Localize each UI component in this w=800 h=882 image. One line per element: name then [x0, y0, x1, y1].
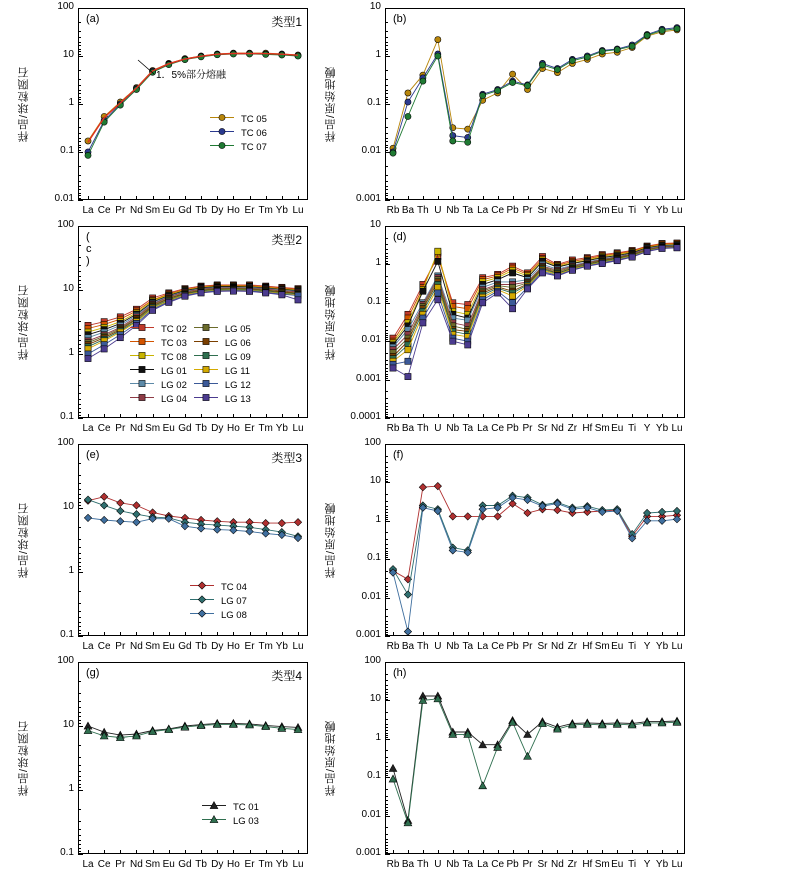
- y-tick-label: 0.01: [361, 334, 381, 346]
- legend-label: LG 01: [161, 365, 187, 377]
- legend-label: LG 13: [224, 393, 251, 405]
- legend-label: LG 03: [233, 815, 259, 827]
- panel-label-h: (h): [393, 667, 407, 679]
- y-tick-label: 10: [62, 501, 74, 512]
- x-tick-label: Yb: [275, 205, 288, 216]
- y-tick-label: 0.0001: [350, 411, 381, 422]
- y-tick-label: 0.1: [367, 295, 381, 307]
- y-tick-label: 10: [369, 219, 381, 230]
- legend-label: TC 02: [161, 323, 187, 335]
- x-tick-label: Sm: [145, 859, 161, 870]
- y-tick-label: 0.001: [355, 629, 381, 640]
- x-tick-label: Zr: [567, 423, 578, 434]
- x-tick-label: U: [434, 423, 442, 434]
- x-tick-label: Nd: [130, 859, 143, 870]
- x-tick-label: Nd: [130, 205, 143, 216]
- y-tick-label: 1: [68, 97, 74, 108]
- legend-label: TC 04: [221, 581, 247, 593]
- x-tick-label: Lu: [292, 423, 304, 434]
- legend-label: TC 05: [241, 113, 267, 125]
- x-tick-label: Ba: [401, 423, 415, 434]
- x-tick-label: Pr: [115, 641, 126, 652]
- x-tick-label: Sr: [537, 205, 548, 216]
- y-tick-label: 1: [375, 731, 381, 743]
- x-tick-label: Ba: [401, 641, 415, 652]
- y-tick-label: 1: [68, 783, 74, 794]
- x-tick-label: Sm: [145, 423, 161, 434]
- x-tick-label: Eu: [611, 641, 624, 652]
- x-tick-label: La: [82, 641, 94, 652]
- x-tick-label: Lu: [671, 423, 683, 434]
- y-tick-label: 100: [57, 655, 74, 666]
- x-tick-label: Hf: [582, 641, 593, 652]
- x-tick-label: Gd: [178, 859, 192, 870]
- x-tick-label: Sr: [537, 641, 548, 652]
- x-tick-label: Tb: [195, 859, 207, 870]
- x-tick-label: La: [82, 205, 94, 216]
- y-axis-label-f: 样品/原始地幔: [325, 501, 337, 579]
- panel-label-b: (b): [393, 13, 407, 25]
- panel-type-label-g: 类型4: [271, 669, 302, 683]
- x-tick-label: Ta: [462, 423, 474, 434]
- panel-type-label-e: 类型3: [271, 451, 302, 465]
- x-tick-label: Tm: [258, 423, 273, 434]
- x-tick-label: Gd: [178, 205, 192, 216]
- x-tick-label: Pr: [115, 859, 126, 870]
- y-tick-label: 0.1: [60, 145, 74, 156]
- x-tick-label: Ti: [628, 859, 637, 870]
- x-tick-label: Sr: [537, 859, 548, 870]
- x-tick-label: Y: [643, 641, 651, 652]
- x-tick-label: Sm: [594, 423, 610, 434]
- x-tick-label: Nb: [446, 641, 460, 652]
- x-tick-label: Ce: [491, 859, 505, 870]
- x-tick-label: Nb: [446, 423, 460, 434]
- y-tick-label: 0.001: [355, 372, 381, 384]
- x-tick-label: La: [477, 205, 489, 216]
- x-tick-label: Eu: [162, 205, 175, 216]
- panel-label-c: ( c ): [86, 231, 92, 267]
- x-tick-label: Yb: [655, 423, 669, 434]
- legend-label: LG 11: [224, 365, 251, 377]
- annotation-a: 1．5%部分熔融: [156, 70, 227, 81]
- y-tick-label: 1: [68, 347, 74, 358]
- x-tick-label: Er: [244, 205, 255, 216]
- x-tick-label: Gd: [178, 423, 192, 434]
- x-tick-label: Tm: [258, 205, 273, 216]
- y-axis-label-d: 样品/原始地幔: [325, 283, 337, 361]
- x-tick-label: Eu: [611, 205, 624, 216]
- x-tick-label: Eu: [162, 423, 175, 434]
- legend-label: LG 06: [224, 337, 251, 349]
- y-tick-label: 10: [369, 475, 381, 487]
- x-tick-label: Th: [417, 205, 429, 216]
- x-tick-label: Er: [244, 859, 255, 870]
- y-axis-label-g: 样品/球粒陨石: [18, 719, 30, 797]
- x-tick-label: Hf: [582, 859, 593, 870]
- legend-label: LG 09: [224, 351, 251, 363]
- x-tick-label: Zr: [567, 859, 578, 870]
- x-tick-label: Hf: [582, 205, 593, 216]
- x-tick-label: Nd: [551, 641, 564, 652]
- legend-label: LG 05: [224, 323, 251, 335]
- x-tick-label: Nd: [130, 423, 143, 434]
- x-tick-label: Ba: [401, 859, 415, 870]
- x-tick-label: Pr: [115, 423, 126, 434]
- x-tick-label: Lu: [292, 641, 304, 652]
- panel-label-g: (g): [86, 667, 100, 679]
- x-tick-label: Nd: [130, 641, 143, 652]
- x-tick-label: Th: [417, 641, 429, 652]
- x-tick-label: Rb: [386, 205, 400, 216]
- x-tick-label: Lu: [671, 205, 683, 216]
- x-tick-label: Yb: [275, 859, 288, 870]
- x-tick-label: La: [477, 423, 489, 434]
- x-tick-label: Ce: [491, 423, 505, 434]
- x-tick-label: Ce: [97, 205, 111, 216]
- y-tick-label: 1: [375, 49, 381, 60]
- x-tick-label: U: [434, 641, 442, 652]
- x-tick-label: Nb: [446, 859, 460, 870]
- x-tick-label: Pr: [522, 859, 533, 870]
- x-tick-label: Ba: [401, 205, 415, 216]
- x-tick-label: Tb: [195, 205, 207, 216]
- y-tick-label: 100: [57, 219, 74, 230]
- x-tick-label: Ti: [628, 641, 637, 652]
- y-axis-label-h: 样品/原始地幔: [325, 719, 337, 797]
- x-tick-label: Yb: [275, 641, 288, 652]
- panel-type-label-c: 类型2: [271, 233, 302, 247]
- x-tick-label: Ho: [226, 641, 240, 652]
- x-tick-label: Pb: [506, 859, 519, 870]
- x-tick-label: Zr: [567, 641, 578, 652]
- x-tick-label: Yb: [655, 859, 669, 870]
- y-tick-label: 0.001: [355, 193, 381, 204]
- x-tick-label: Rb: [386, 641, 400, 652]
- x-tick-label: Th: [417, 859, 429, 870]
- x-tick-label: Ho: [226, 423, 240, 434]
- x-tick-label: Tb: [195, 423, 207, 434]
- x-tick-label: Lu: [671, 859, 683, 870]
- x-tick-label: Pb: [506, 423, 519, 434]
- x-tick-label: Dy: [211, 205, 224, 216]
- x-tick-label: Er: [244, 423, 255, 434]
- x-tick-label: Ta: [462, 859, 474, 870]
- x-tick-label: Yb: [655, 641, 669, 652]
- x-tick-label: Ho: [226, 859, 240, 870]
- x-tick-label: Tb: [195, 641, 207, 652]
- y-tick-label: 10: [62, 49, 74, 60]
- y-tick-label: 100: [57, 437, 74, 448]
- y-tick-label: 10: [62, 719, 74, 730]
- y-tick-label: 0.1: [367, 552, 381, 564]
- legend-label: TC 08: [161, 351, 187, 363]
- x-tick-label: Ta: [462, 205, 474, 216]
- x-tick-label: Er: [244, 641, 255, 652]
- panel-type-label-a: 类型1: [271, 15, 302, 29]
- x-tick-label: Tm: [258, 859, 273, 870]
- x-tick-label: Pr: [522, 641, 533, 652]
- x-tick-label: Eu: [611, 423, 624, 434]
- x-tick-label: Y: [643, 423, 651, 434]
- y-axis-label-c: 样品/球粒陨石: [18, 283, 30, 361]
- legend-label: TC 03: [161, 337, 187, 349]
- y-axis-label-b: 样品/原始地幔: [325, 65, 337, 143]
- x-tick-label: Ce: [491, 641, 505, 652]
- y-tick-label: 10: [369, 693, 381, 705]
- x-tick-label: Yb: [655, 205, 669, 216]
- y-tick-label: 100: [364, 655, 381, 666]
- x-tick-label: Sr: [537, 423, 548, 434]
- y-axis-label-e: 样品/球粒陨石: [18, 501, 30, 579]
- legend-label: TC 06: [241, 127, 267, 139]
- x-tick-label: U: [434, 859, 442, 870]
- y-tick-label: 1: [375, 513, 381, 525]
- x-tick-label: Dy: [211, 641, 224, 652]
- x-tick-label: Ce: [491, 205, 505, 216]
- panel-label-a: (a): [86, 13, 100, 25]
- x-tick-label: U: [434, 205, 442, 216]
- x-tick-label: Ce: [97, 641, 111, 652]
- panel-label-e: (e): [86, 449, 100, 461]
- x-tick-label: Sm: [145, 205, 161, 216]
- panel-label-f: (f): [393, 449, 404, 461]
- legend-label: LG 04: [161, 393, 187, 405]
- x-tick-label: Eu: [162, 641, 175, 652]
- x-tick-label: Nd: [551, 423, 564, 434]
- x-tick-label: Pr: [522, 423, 533, 434]
- y-tick-label: 1: [68, 565, 74, 576]
- x-tick-label: Ho: [226, 205, 240, 216]
- x-tick-label: Ce: [97, 859, 111, 870]
- x-tick-label: Tm: [258, 641, 273, 652]
- x-tick-label: Y: [643, 859, 651, 870]
- x-tick-label: Sm: [594, 641, 610, 652]
- y-tick-label: 10: [369, 1, 381, 12]
- x-tick-label: Ta: [462, 641, 474, 652]
- x-tick-label: Rb: [386, 859, 400, 870]
- x-tick-label: Ti: [628, 205, 637, 216]
- x-tick-label: Sm: [594, 859, 610, 870]
- y-tick-label: 0.01: [361, 808, 381, 820]
- x-tick-label: Pb: [506, 205, 519, 216]
- y-tick-label: 1: [375, 257, 381, 269]
- x-tick-label: Rb: [386, 423, 400, 434]
- legend-label: TC 01: [233, 801, 259, 813]
- x-tick-label: Gd: [178, 641, 192, 652]
- x-tick-label: Lu: [292, 859, 304, 870]
- x-tick-label: Ce: [97, 423, 111, 434]
- y-tick-label: 0.1: [60, 629, 74, 640]
- x-tick-label: La: [82, 423, 94, 434]
- x-tick-label: Eu: [611, 859, 624, 870]
- y-tick-label: 100: [364, 437, 381, 448]
- x-tick-label: Zr: [567, 205, 578, 216]
- x-tick-label: La: [82, 859, 94, 870]
- x-tick-label: Yb: [275, 423, 288, 434]
- y-tick-label: 100: [57, 1, 74, 12]
- y-tick-label: 0.01: [54, 193, 74, 204]
- legend-label: LG 07: [221, 595, 247, 607]
- y-tick-label: 0.01: [361, 145, 381, 156]
- x-tick-label: Nd: [551, 859, 564, 870]
- x-tick-label: Nd: [551, 205, 564, 216]
- x-tick-label: La: [477, 641, 489, 652]
- x-tick-label: Lu: [671, 641, 683, 652]
- y-tick-label: 10: [62, 283, 74, 294]
- x-tick-label: Nb: [446, 205, 460, 216]
- x-tick-label: Eu: [162, 859, 175, 870]
- x-tick-label: La: [477, 859, 489, 870]
- legend-label: LG 02: [161, 379, 187, 391]
- y-tick-label: 0.01: [361, 590, 381, 602]
- x-tick-label: Dy: [211, 859, 224, 870]
- legend-label: LG 12: [224, 379, 251, 391]
- x-tick-label: Sm: [145, 641, 161, 652]
- panel-label-d: (d): [393, 231, 407, 243]
- legend-label: LG 08: [221, 609, 247, 621]
- x-tick-label: Sm: [594, 205, 610, 216]
- y-tick-label: 0.1: [367, 97, 381, 108]
- y-tick-label: 0.1: [60, 847, 74, 858]
- x-tick-label: Lu: [292, 205, 304, 216]
- legend-label: TC 07: [241, 141, 267, 153]
- x-tick-label: Pr: [522, 205, 533, 216]
- x-tick-label: Y: [643, 205, 651, 216]
- x-tick-label: Th: [417, 423, 429, 434]
- x-tick-label: Dy: [211, 423, 224, 434]
- y-tick-label: 0.1: [60, 411, 74, 422]
- y-tick-label: 0.001: [355, 847, 381, 858]
- y-tick-label: 0.1: [367, 770, 381, 782]
- x-tick-label: Pr: [115, 205, 126, 216]
- y-axis-label-a: 样品/球粒陨石: [18, 65, 30, 143]
- x-tick-label: Ti: [628, 423, 637, 434]
- x-tick-label: Hf: [582, 423, 593, 434]
- x-tick-label: Pb: [506, 641, 519, 652]
